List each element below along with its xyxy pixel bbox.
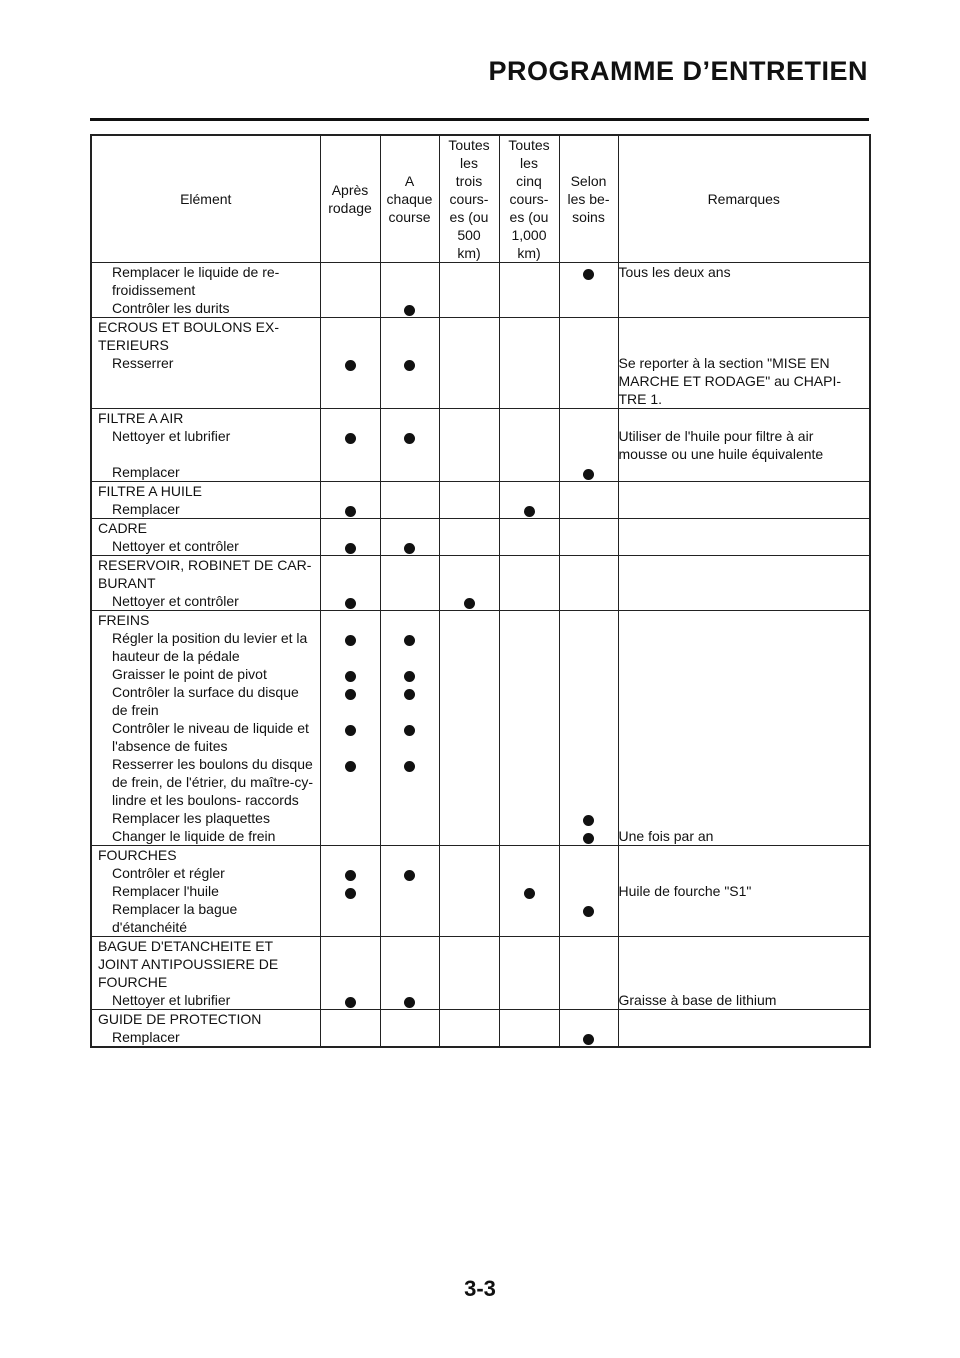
remark-cell <box>618 537 870 556</box>
interval-cell <box>439 755 499 809</box>
interval-cell <box>439 592 499 611</box>
interval-cell <box>559 537 618 556</box>
group-header-row <box>91 519 870 538</box>
interval-cell <box>320 519 380 538</box>
bullet-mark-icon <box>345 433 356 444</box>
interval-cell <box>499 611 559 630</box>
interval-cell <box>499 900 559 937</box>
interval-cell <box>439 846 499 865</box>
bullet-mark-icon <box>404 870 415 881</box>
interval-cell <box>559 719 618 755</box>
interval-cell <box>439 318 499 355</box>
bullet-mark-icon <box>345 506 356 517</box>
interval-cell <box>559 1028 618 1047</box>
interval-cell <box>559 263 618 300</box>
interval-cell <box>380 1010 439 1029</box>
interval-cell <box>499 864 559 882</box>
item-label: Nettoyer et contrôler <box>91 537 320 556</box>
interval-cell <box>320 354 380 409</box>
interval-cell <box>380 900 439 937</box>
interval-cell <box>380 463 439 482</box>
remark-cell <box>618 463 870 482</box>
interval-cell <box>320 537 380 556</box>
interval-cell <box>320 1028 380 1047</box>
interval-cell <box>380 827 439 846</box>
group-header-row <box>91 846 870 865</box>
group-header-row <box>91 482 870 501</box>
interval-cell <box>439 827 499 846</box>
maintenance-schedule-table <box>90 134 871 1048</box>
bullet-mark-icon <box>345 689 356 700</box>
interval-cell <box>499 263 559 300</box>
remark-cell <box>618 482 870 501</box>
interval-cell <box>559 1010 618 1029</box>
item-label: Remplacer <box>91 1028 320 1047</box>
interval-cell <box>559 482 618 501</box>
bullet-mark-icon <box>404 360 415 371</box>
interval-cell <box>499 882 559 900</box>
item-label: Remplacer le liquide de re- froidissement <box>91 263 320 300</box>
interval-cell <box>320 882 380 900</box>
interval-cell <box>439 864 499 882</box>
group-label: BAGUE D'ETANCHEITE ET JOINT ANTIPOUSSIERE DE FOURCHE <box>91 937 320 992</box>
interval-cell <box>320 665 380 683</box>
interval-cell <box>439 611 499 630</box>
interval-cell <box>499 1028 559 1047</box>
interval-cell <box>499 409 559 428</box>
remark-cell <box>618 937 870 992</box>
interval-cell <box>439 900 499 937</box>
table-row <box>91 1028 870 1047</box>
interval-cell <box>499 629 559 665</box>
remark-cell <box>618 665 870 683</box>
col-selon-besoins-header: Selon les be- soins <box>559 135 618 263</box>
bullet-mark-icon <box>345 997 356 1008</box>
remark-cell <box>618 592 870 611</box>
interval-cell <box>320 1010 380 1029</box>
remark-cell <box>618 809 870 827</box>
interval-cell <box>380 409 439 428</box>
col-chaque-course-header: A chaque course <box>380 135 439 263</box>
interval-cell <box>439 354 499 409</box>
interval-cell <box>320 463 380 482</box>
interval-cell <box>380 556 439 593</box>
interval-cell <box>439 719 499 755</box>
interval-cell <box>499 991 559 1010</box>
interval-cell <box>439 299 499 318</box>
interval-cell <box>499 1010 559 1029</box>
interval-cell <box>499 556 559 593</box>
interval-cell <box>499 482 559 501</box>
table-row <box>91 882 870 900</box>
table-row <box>91 719 870 755</box>
item-label: Remplacer la bague d'étanchéité <box>91 900 320 937</box>
group-label: GUIDE DE PROTECTION <box>91 1010 320 1029</box>
interval-cell <box>499 719 559 755</box>
interval-cell <box>499 809 559 827</box>
item-label: Remplacer <box>91 463 320 482</box>
bullet-mark-icon <box>345 360 356 371</box>
interval-cell <box>380 846 439 865</box>
item-label: Nettoyer et lubrifier <box>91 991 320 1010</box>
group-label: CADRE <box>91 519 320 538</box>
col-cinq-courses-header: Toutes les cinq cours- es (ou 1,000 km) <box>499 135 559 263</box>
item-label: Contrôler et régler <box>91 864 320 882</box>
bullet-mark-icon <box>404 305 415 316</box>
remark-cell <box>618 556 870 593</box>
interval-cell <box>559 827 618 846</box>
interval-cell <box>320 409 380 428</box>
group-header-row <box>91 409 870 428</box>
remark-cell <box>618 900 870 937</box>
interval-cell <box>320 755 380 809</box>
interval-cell <box>380 1028 439 1047</box>
interval-cell <box>380 937 439 992</box>
interval-cell <box>439 937 499 992</box>
group-header-row <box>91 937 870 992</box>
interval-cell <box>559 755 618 809</box>
bullet-mark-icon <box>524 888 535 899</box>
remark-cell <box>618 1028 870 1047</box>
interval-cell <box>499 427 559 463</box>
table-row <box>91 500 870 519</box>
interval-cell <box>559 683 618 719</box>
interval-cell <box>559 463 618 482</box>
interval-cell <box>320 427 380 463</box>
interval-cell <box>439 683 499 719</box>
table-row <box>91 900 870 937</box>
interval-cell <box>499 354 559 409</box>
table-row <box>91 427 870 463</box>
bullet-mark-icon <box>404 433 415 444</box>
interval-cell <box>380 318 439 355</box>
bullet-mark-icon <box>404 635 415 646</box>
group-label: RESERVOIR, ROBINET DE CAR- BURANT <box>91 556 320 593</box>
bullet-mark-icon <box>345 598 356 609</box>
remark-cell: Graisse à base de lithium <box>618 991 870 1010</box>
item-label: Resserrer <box>91 354 320 409</box>
interval-cell <box>559 937 618 992</box>
interval-cell <box>320 500 380 519</box>
interval-cell <box>439 809 499 827</box>
bullet-mark-icon <box>345 635 356 646</box>
table-row <box>91 263 870 300</box>
interval-cell <box>320 629 380 665</box>
bullet-mark-icon <box>345 761 356 772</box>
bullet-mark-icon <box>583 906 594 917</box>
bullet-mark-icon <box>464 598 475 609</box>
bullet-mark-icon <box>404 761 415 772</box>
interval-cell <box>499 683 559 719</box>
remark-cell <box>618 519 870 538</box>
bullet-mark-icon <box>583 833 594 844</box>
interval-cell <box>380 683 439 719</box>
interval-cell <box>380 719 439 755</box>
interval-cell <box>559 299 618 318</box>
interval-cell <box>439 629 499 665</box>
interval-cell <box>380 755 439 809</box>
interval-cell <box>380 629 439 665</box>
item-label: Changer le liquide de frein <box>91 827 320 846</box>
table-row <box>91 537 870 556</box>
interval-cell <box>320 482 380 501</box>
interval-cell <box>380 991 439 1010</box>
interval-cell <box>380 354 439 409</box>
remark-cell <box>618 755 870 809</box>
remark-cell <box>618 611 870 630</box>
remark-cell <box>618 500 870 519</box>
interval-cell <box>380 537 439 556</box>
item-label: Nettoyer et lubrifier <box>91 427 320 463</box>
remark-cell <box>618 719 870 755</box>
bullet-mark-icon <box>404 725 415 736</box>
item-label: Contrôler la surface du disque de frein <box>91 683 320 719</box>
bullet-mark-icon <box>583 1034 594 1045</box>
interval-cell <box>380 864 439 882</box>
interval-cell <box>439 537 499 556</box>
col-trois-courses-header: Toutes les trois cours- es (ou 500 km) <box>439 135 499 263</box>
remark-cell <box>618 683 870 719</box>
interval-cell <box>380 500 439 519</box>
interval-cell <box>320 827 380 846</box>
item-label: Contrôler le niveau de liquide et l'absence de fuites <box>91 719 320 755</box>
bullet-mark-icon <box>345 725 356 736</box>
schedule-body <box>91 263 870 1048</box>
interval-cell <box>320 719 380 755</box>
remark-cell <box>618 629 870 665</box>
interval-cell <box>559 864 618 882</box>
interval-cell <box>320 846 380 865</box>
col-element-header: Elément <box>91 135 320 263</box>
header-row <box>91 135 870 263</box>
remark-cell <box>618 409 870 428</box>
group-header-row <box>91 556 870 593</box>
interval-cell <box>320 556 380 593</box>
col-apres-rodage-header: Après rodage <box>320 135 380 263</box>
remark-cell: Huile de fourche "S1" <box>618 882 870 900</box>
interval-cell <box>499 519 559 538</box>
group-header-row <box>91 1010 870 1029</box>
group-label: FILTRE A AIR <box>91 409 320 428</box>
interval-cell <box>559 629 618 665</box>
interval-cell <box>439 500 499 519</box>
group-label: FREINS <box>91 611 320 630</box>
interval-cell <box>320 900 380 937</box>
page-title: PROGRAMME D’ENTRETIEN <box>488 56 868 86</box>
remark-cell <box>618 864 870 882</box>
interval-cell <box>559 427 618 463</box>
interval-cell <box>380 299 439 318</box>
table-row <box>91 354 870 409</box>
remark-cell: Utiliser de l'huile pour filtre à air mousse ou une huile équivalente <box>618 427 870 463</box>
item-label: Nettoyer et contrôler <box>91 592 320 611</box>
interval-cell <box>380 665 439 683</box>
interval-cell <box>320 299 380 318</box>
remark-cell <box>618 299 870 318</box>
page-number: 3-3 <box>464 1276 496 1301</box>
interval-cell <box>439 991 499 1010</box>
interval-cell <box>320 318 380 355</box>
interval-cell <box>559 409 618 428</box>
table-row <box>91 299 870 318</box>
interval-cell <box>499 500 559 519</box>
bullet-mark-icon <box>583 469 594 480</box>
interval-cell <box>320 683 380 719</box>
interval-cell <box>320 991 380 1010</box>
interval-cell <box>559 318 618 355</box>
interval-cell <box>380 263 439 300</box>
interval-cell <box>439 409 499 428</box>
interval-cell <box>499 827 559 846</box>
interval-cell <box>439 1010 499 1029</box>
interval-cell <box>380 882 439 900</box>
bullet-mark-icon <box>404 997 415 1008</box>
interval-cell <box>499 937 559 992</box>
remark-cell: Se reporter à la section "MISE EN MARCHE ET RODAGE" au CHAPI- TRE 1. <box>618 354 870 409</box>
remark-cell: Une fois par an <box>618 827 870 846</box>
remark-cell <box>618 846 870 865</box>
title-rule <box>90 118 869 121</box>
interval-cell <box>559 846 618 865</box>
interval-cell <box>380 519 439 538</box>
interval-cell <box>499 318 559 355</box>
interval-cell <box>320 864 380 882</box>
bullet-mark-icon <box>345 870 356 881</box>
interval-cell <box>559 665 618 683</box>
table-row <box>91 592 870 611</box>
group-header-row <box>91 318 870 355</box>
interval-cell <box>559 809 618 827</box>
bullet-mark-icon <box>583 815 594 826</box>
interval-cell <box>499 755 559 809</box>
bullet-mark-icon <box>404 671 415 682</box>
interval-cell <box>559 882 618 900</box>
bullet-mark-icon <box>404 689 415 700</box>
item-label: Régler la position du levier et la hauteur de la pédale <box>91 629 320 665</box>
interval-cell <box>559 500 618 519</box>
table-row <box>91 683 870 719</box>
interval-cell <box>380 611 439 630</box>
interval-cell <box>380 592 439 611</box>
interval-cell <box>559 519 618 538</box>
interval-cell <box>439 427 499 463</box>
table-row <box>91 629 870 665</box>
interval-cell <box>320 611 380 630</box>
group-header-row <box>91 611 870 630</box>
table-row <box>91 463 870 482</box>
table-row <box>91 809 870 827</box>
interval-cell <box>499 665 559 683</box>
interval-cell <box>499 592 559 611</box>
bullet-mark-icon <box>345 543 356 554</box>
interval-cell <box>439 263 499 300</box>
remark-cell: Tous les deux ans <box>618 263 870 300</box>
col-remarques-header: Remarques <box>618 135 870 263</box>
interval-cell <box>559 900 618 937</box>
interval-cell <box>439 556 499 593</box>
bullet-mark-icon <box>583 269 594 280</box>
interval-cell <box>320 263 380 300</box>
interval-cell <box>439 665 499 683</box>
item-label: Remplacer <box>91 500 320 519</box>
interval-cell <box>559 991 618 1010</box>
item-label: Resserrer les boulons du disque de frein, de l'étrier, du maître-cy- lindre et les boulons- raccords <box>91 755 320 809</box>
interval-cell <box>320 592 380 611</box>
group-label: FOURCHES <box>91 846 320 865</box>
bullet-mark-icon <box>404 543 415 554</box>
interval-cell <box>380 482 439 501</box>
bullet-mark-icon <box>345 671 356 682</box>
table-row <box>91 864 870 882</box>
interval-cell <box>380 809 439 827</box>
interval-cell <box>439 882 499 900</box>
item-label: Contrôler les durits <box>91 299 320 318</box>
item-label: Graisser le point de pivot <box>91 665 320 683</box>
interval-cell <box>559 556 618 593</box>
interval-cell <box>499 846 559 865</box>
group-label: ECROUS ET BOULONS EX- TERIEURS <box>91 318 320 355</box>
interval-cell <box>559 611 618 630</box>
interval-cell <box>559 354 618 409</box>
interval-cell <box>320 809 380 827</box>
interval-cell <box>559 592 618 611</box>
interval-cell <box>439 463 499 482</box>
table-row <box>91 991 870 1010</box>
bullet-mark-icon <box>524 506 535 517</box>
interval-cell <box>499 463 559 482</box>
interval-cell <box>499 299 559 318</box>
interval-cell <box>499 537 559 556</box>
interval-cell <box>380 427 439 463</box>
remark-cell <box>618 318 870 355</box>
table-row <box>91 827 870 846</box>
bullet-mark-icon <box>345 888 356 899</box>
table-row <box>91 665 870 683</box>
interval-cell <box>439 519 499 538</box>
item-label: Remplacer les plaquettes <box>91 809 320 827</box>
interval-cell <box>320 937 380 992</box>
item-label: Remplacer l'huile <box>91 882 320 900</box>
table-row <box>91 755 870 809</box>
interval-cell <box>439 482 499 501</box>
remark-cell <box>618 1010 870 1029</box>
interval-cell <box>439 1028 499 1047</box>
group-label: FILTRE A HUILE <box>91 482 320 501</box>
